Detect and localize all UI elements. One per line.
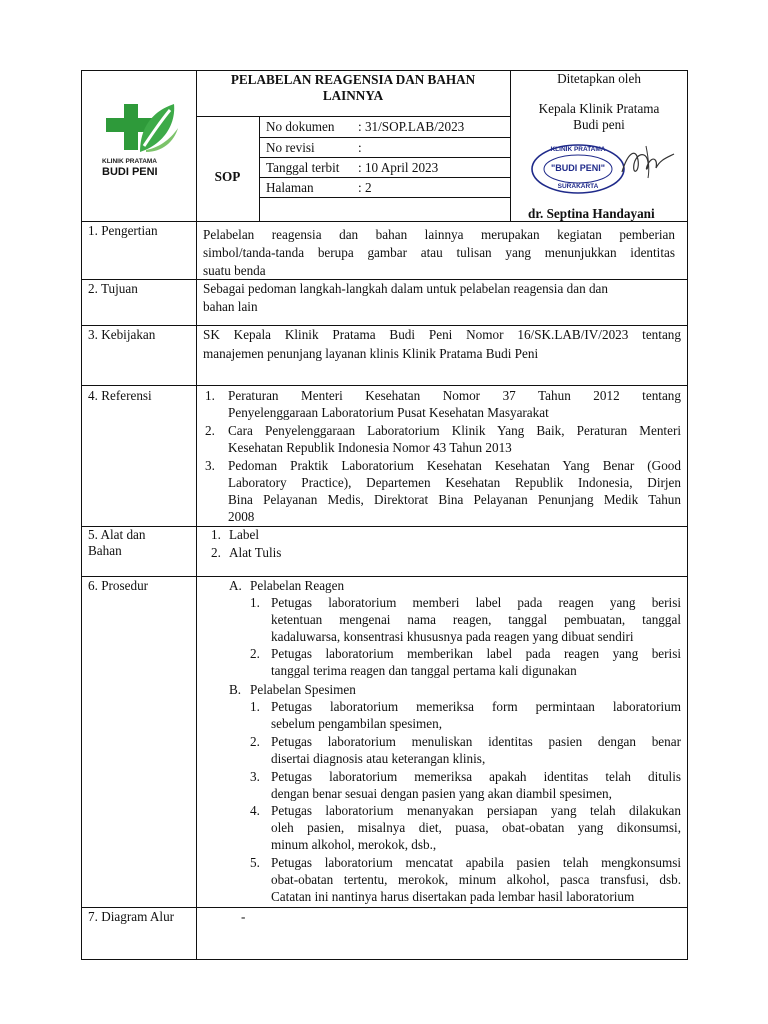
sop-label: SOP (214, 169, 241, 184)
kepala-line1: Kepala Klinik Pratama (538, 101, 660, 116)
signer-name: dr. Septina Handayani (528, 206, 655, 221)
clinic-logo (100, 100, 184, 190)
stamp-center-text: "BUDI PENI" (550, 163, 606, 173)
label-tujuan: 2. Tujuan (88, 281, 138, 296)
signature-icon (618, 142, 678, 182)
ditetapkan-oleh: Ditetapkan oleh (557, 71, 641, 86)
pengertian-line2: simbol/tanda-tanda berupa gambar atau tulisan yang menunjukkan identitas (203, 245, 675, 260)
doc-title-line1: PELABELAN REAGENSIA DAN BAHAN (230, 72, 476, 87)
diagram-alur-value: - (241, 909, 246, 924)
pengertian-line1: Pelabelan reagensia dan bahan lainnya merupakan kegiatan pemberian (203, 227, 675, 242)
label-alat-line2: Bahan (88, 543, 122, 558)
tujuan-line2: bahan lain (203, 299, 258, 314)
label-alat-line1: 5. Alat dan (88, 527, 146, 542)
label-diagram-alur: 7. Diagram Alur (88, 909, 175, 924)
stamp-top-text: KLINIK PRATAMA (550, 146, 606, 153)
kebijakan-line2: manajemen penunjang layanan klinis Klinik Pratama Budi Peni (203, 346, 539, 361)
label-kebijakan: 3. Kebijakan (88, 327, 156, 342)
tujuan-line1: Sebagai pedoman langkah-langkah dalam untuk pelabelan reagensia dan dan (203, 281, 608, 296)
label-referensi: 4. Referensi (88, 388, 152, 403)
logo-text-budi-peni: BUDI PENI (102, 166, 158, 178)
stamp-bottom-text: SURAKARTA (557, 183, 599, 190)
pengertian-line3: suatu benda (203, 263, 266, 278)
kebijakan-line1: SK Kepala Klinik Pratama Budi Peni Nomor 16/SK.LAB/IV/2023 tentang (203, 327, 681, 342)
label-pengertian: 1. Pengertian (88, 223, 158, 238)
official-stamp (530, 143, 626, 195)
logo-text-klinik: KLINIK PRATAMA (102, 158, 158, 165)
label-prosedur: 6. Prosedur (88, 578, 149, 593)
doc-title-line2: LAINNYA (322, 88, 384, 103)
cross-logo-icon (100, 100, 184, 156)
kepala-line2: Budi peni (573, 117, 625, 132)
